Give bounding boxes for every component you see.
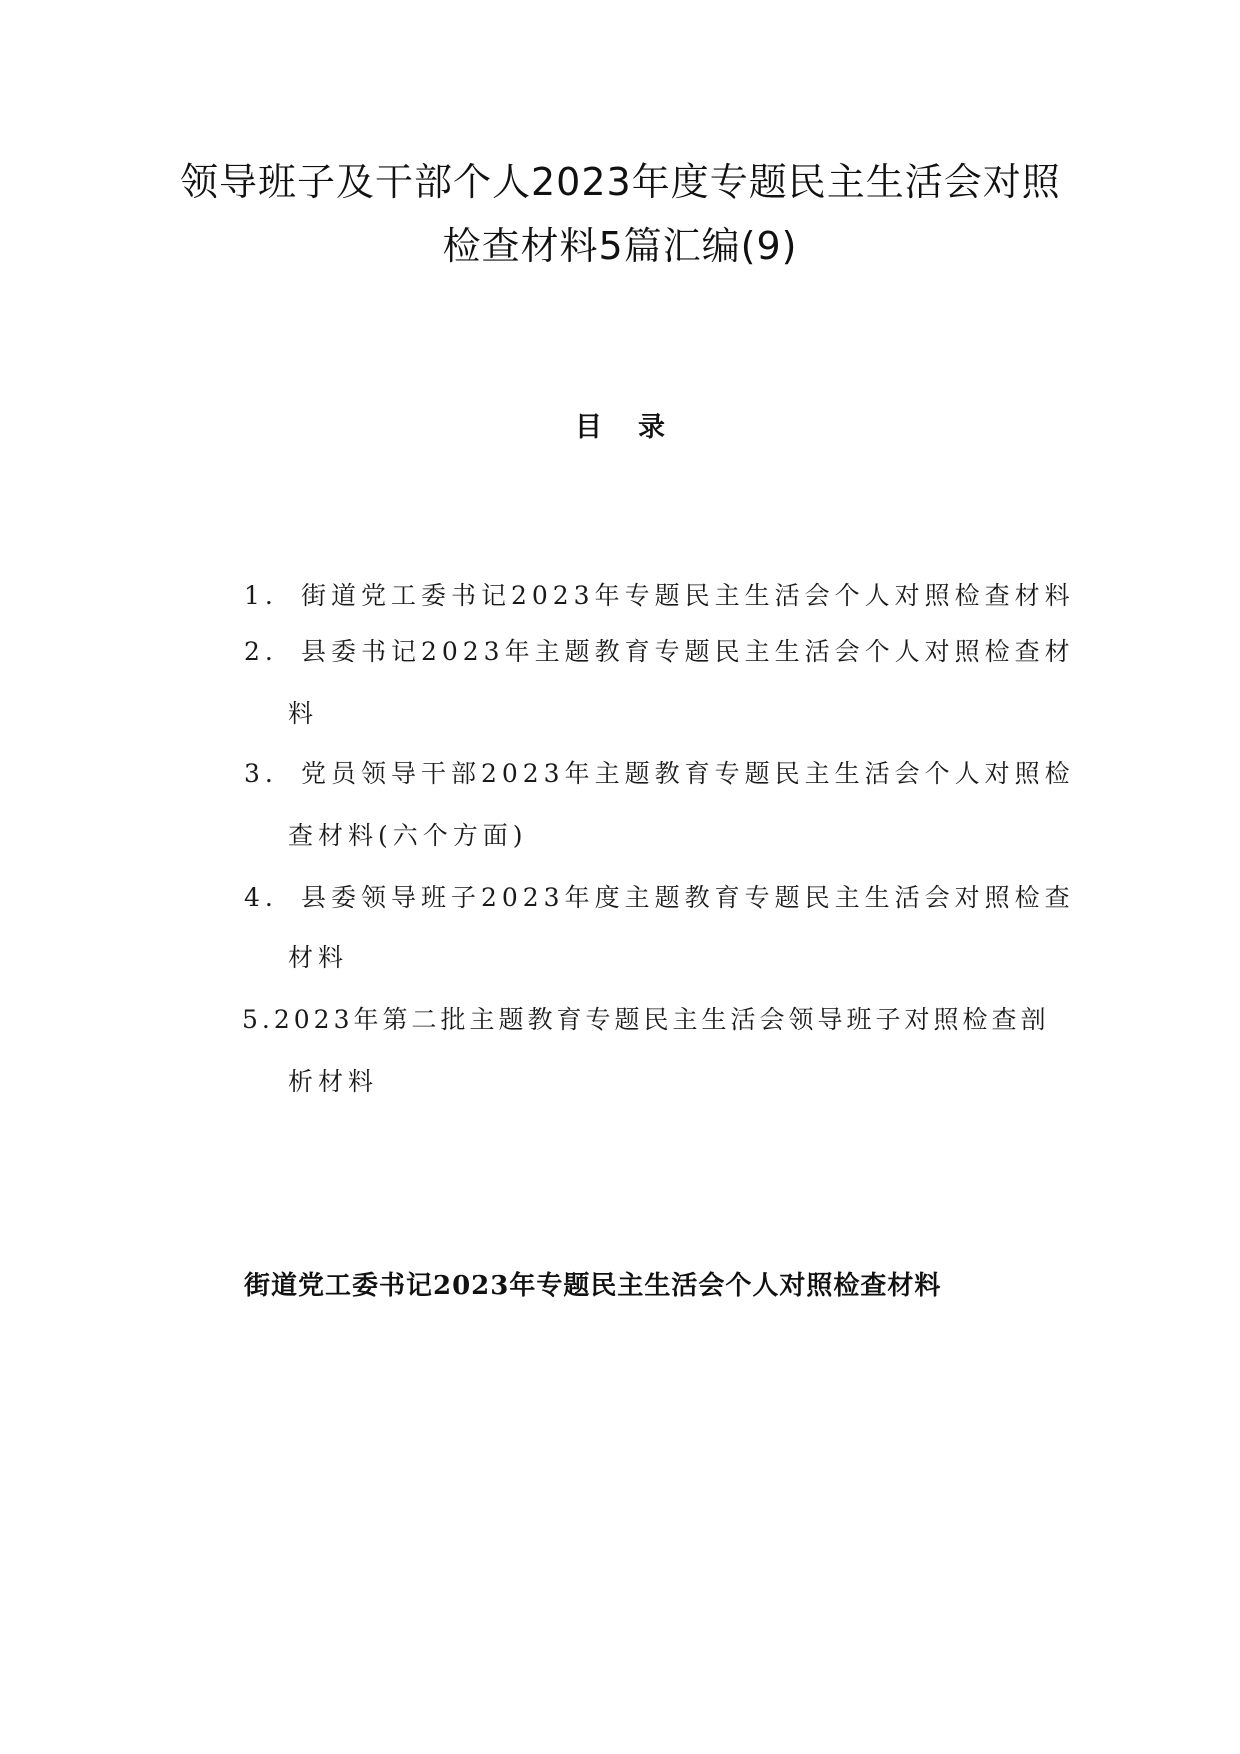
toc-item-4[interactable]: [244, 880, 1075, 916]
toc-item-4-continuation: 材料: [288, 943, 349, 972]
toc-item-text: 县委领导班子2023年度主题教育专题民主生活会对照检查: [300, 883, 1075, 912]
toc-item-text: 2023年第二批主题教育专题民主生活会领导班子对照检查剖: [273, 1005, 1050, 1034]
toc-item-1[interactable]: [244, 578, 1075, 614]
toc-item-3[interactable]: [244, 756, 1075, 792]
title-line-1: 领导班子及干部个人2023年度专题民主生活会对照: [180, 160, 1061, 204]
toc-item-text: 县委书记2023年主题教育专题民主生活会个人对照检查材: [300, 637, 1075, 666]
toc-item-number: 1.: [244, 581, 278, 610]
toc-item-3-continuation: 查材料(六个方面): [288, 821, 528, 850]
section-heading: 街道党工委书记2023年专题民主生活会个人对照检查材料: [244, 1271, 942, 1301]
toc-item-number: 5.: [242, 1005, 274, 1034]
toc-item-text: 党员领导干部2023年主题教育专题民主生活会个人对照检: [300, 759, 1075, 788]
toc-heading: 目录: [575, 412, 701, 443]
toc-item-number: 2.: [244, 637, 278, 666]
document-title: [180, 150, 1060, 278]
toc-item-2-continuation: 料: [288, 699, 319, 728]
toc-item-2[interactable]: [244, 634, 1075, 670]
toc-item-5[interactable]: [242, 1002, 1050, 1038]
toc-item-number: 3.: [244, 759, 278, 788]
toc-item-number: 4.: [244, 883, 278, 912]
toc-item-text: 街道党工委书记2023年专题民主生活会个人对照检查材料: [300, 581, 1075, 610]
toc-item-5-continuation: 析材料: [288, 1067, 379, 1096]
title-line-2: 检查材料5篇汇编(9): [442, 224, 798, 268]
